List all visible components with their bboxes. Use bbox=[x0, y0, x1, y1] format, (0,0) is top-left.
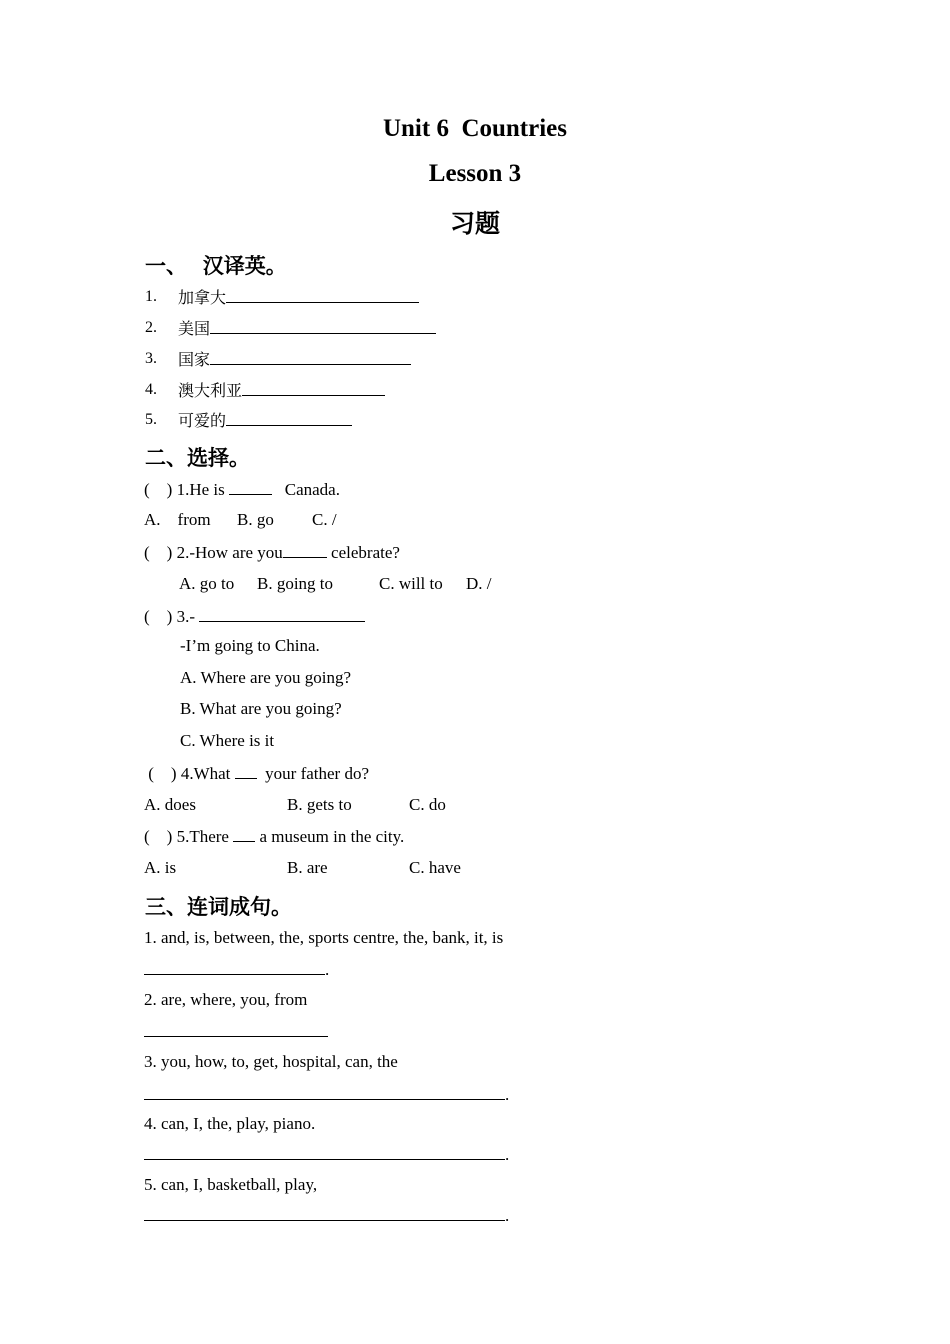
vocab-text: 美国 bbox=[178, 321, 211, 338]
sentence-end: . bbox=[505, 1206, 510, 1225]
option-b[interactable]: B. going to bbox=[257, 574, 334, 593]
answer-blank[interactable] bbox=[226, 410, 352, 426]
option-b[interactable]: B. What are you going? bbox=[180, 699, 342, 718]
question-2 bbox=[144, 542, 400, 563]
option-c[interactable]: C. do bbox=[409, 795, 446, 814]
vocab-number: 3. bbox=[145, 350, 157, 367]
dialogue-answer: -I’m going to China. bbox=[180, 636, 320, 655]
option-b[interactable]: B. go bbox=[237, 510, 274, 529]
question-4 bbox=[144, 763, 369, 784]
word-order-answer-line bbox=[144, 1205, 509, 1226]
option-a[interactable]: A. go to bbox=[179, 574, 235, 593]
vocab-number: 1. bbox=[145, 288, 157, 305]
answer-blank[interactable] bbox=[229, 479, 272, 495]
word-order-answer-line bbox=[144, 1021, 328, 1042]
vocab-text: 可爱的 bbox=[178, 413, 227, 430]
option-b[interactable]: B. are bbox=[287, 858, 328, 877]
word-order-answer-line bbox=[144, 1144, 509, 1165]
exercise-title: 习题 bbox=[449, 211, 500, 238]
option-a[interactable]: A. from bbox=[144, 510, 211, 529]
answer-blank[interactable] bbox=[242, 380, 385, 396]
vocab-item bbox=[178, 380, 385, 402]
answer-blank[interactable] bbox=[283, 542, 327, 558]
vocab-item bbox=[178, 410, 352, 432]
option-c[interactable]: C. will to bbox=[379, 574, 443, 593]
option-d[interactable]: D. / bbox=[466, 574, 492, 593]
answer-blank[interactable] bbox=[226, 287, 419, 303]
answer-paren[interactable]: ( ) bbox=[144, 607, 173, 626]
question-tail: Canada. bbox=[284, 480, 340, 499]
section-2-heading: 二、选择。 bbox=[145, 446, 250, 470]
vocab-text: 国家 bbox=[178, 352, 211, 369]
answer-blank[interactable] bbox=[233, 826, 255, 842]
sentence-end: . bbox=[505, 1145, 510, 1164]
answer-paren[interactable]: ( ) bbox=[144, 827, 173, 846]
word-order-prompt: 5. can, I, basketball, play, bbox=[144, 1175, 318, 1194]
answer-blank[interactable] bbox=[210, 349, 411, 365]
vocab-number: 5. bbox=[145, 411, 157, 428]
question-tail: a museum in the city. bbox=[259, 827, 405, 846]
answer-blank[interactable] bbox=[144, 959, 325, 975]
question-stem: 5.There bbox=[176, 827, 229, 846]
question-tail: your father do? bbox=[265, 764, 369, 783]
option-a[interactable]: A. does bbox=[144, 795, 196, 814]
question-tail: celebrate? bbox=[331, 543, 400, 562]
sentence-end: . bbox=[325, 960, 330, 979]
section-1-heading: 一、 汉译英。 bbox=[145, 254, 287, 278]
vocab-number: 2. bbox=[145, 319, 157, 336]
answer-blank[interactable] bbox=[210, 318, 436, 334]
answer-blank[interactable] bbox=[144, 1205, 505, 1221]
vocab-item bbox=[178, 318, 436, 340]
lesson-title: Lesson 3 bbox=[428, 160, 522, 187]
answer-blank[interactable] bbox=[199, 606, 365, 622]
vocab-item bbox=[178, 349, 411, 371]
word-order-prompt: 4. can, I, the, play, piano. bbox=[144, 1114, 316, 1133]
unit-title: Unit 6 Countries bbox=[382, 115, 568, 142]
question-stem: 3.- bbox=[176, 607, 195, 626]
question-stem: 4.What bbox=[180, 764, 231, 783]
word-order-answer-line bbox=[144, 959, 329, 980]
vocab-text: 澳大利亚 bbox=[178, 383, 243, 400]
section-3-heading: 三、连词成句。 bbox=[145, 895, 292, 919]
question-5 bbox=[144, 826, 404, 847]
answer-blank[interactable] bbox=[235, 763, 257, 779]
answer-blank[interactable] bbox=[144, 1084, 505, 1100]
vocab-item bbox=[178, 287, 419, 309]
word-order-prompt: 1. and, is, between, the, sports centre, the, bank, it, is bbox=[144, 928, 504, 947]
question-stem: 1.He is bbox=[176, 480, 225, 499]
question-stem: 2.-How are you bbox=[176, 543, 283, 562]
option-c[interactable]: C. have bbox=[409, 858, 461, 877]
vocab-text: 加拿大 bbox=[178, 290, 227, 307]
word-order-prompt: 2. are, where, you, from bbox=[144, 990, 308, 1009]
question-3 bbox=[144, 606, 365, 627]
vocab-number: 4. bbox=[145, 381, 157, 398]
question-1 bbox=[144, 479, 340, 500]
option-c[interactable]: C. / bbox=[312, 510, 337, 529]
answer-paren[interactable]: ( ) bbox=[144, 543, 173, 562]
answer-blank[interactable] bbox=[144, 1144, 505, 1160]
word-order-prompt: 3. you, how, to, get, hospital, can, the bbox=[144, 1052, 398, 1071]
option-a[interactable]: A. Where are you going? bbox=[180, 668, 352, 687]
option-b[interactable]: B. gets to bbox=[287, 795, 352, 814]
word-order-answer-line bbox=[144, 1084, 509, 1105]
answer-paren[interactable]: ( ) bbox=[144, 764, 177, 783]
answer-paren[interactable]: ( ) bbox=[144, 480, 173, 499]
option-c[interactable]: C. Where is it bbox=[180, 731, 275, 750]
sentence-end: . bbox=[505, 1085, 510, 1104]
option-a[interactable]: A. is bbox=[144, 858, 177, 877]
answer-blank[interactable] bbox=[144, 1021, 328, 1037]
